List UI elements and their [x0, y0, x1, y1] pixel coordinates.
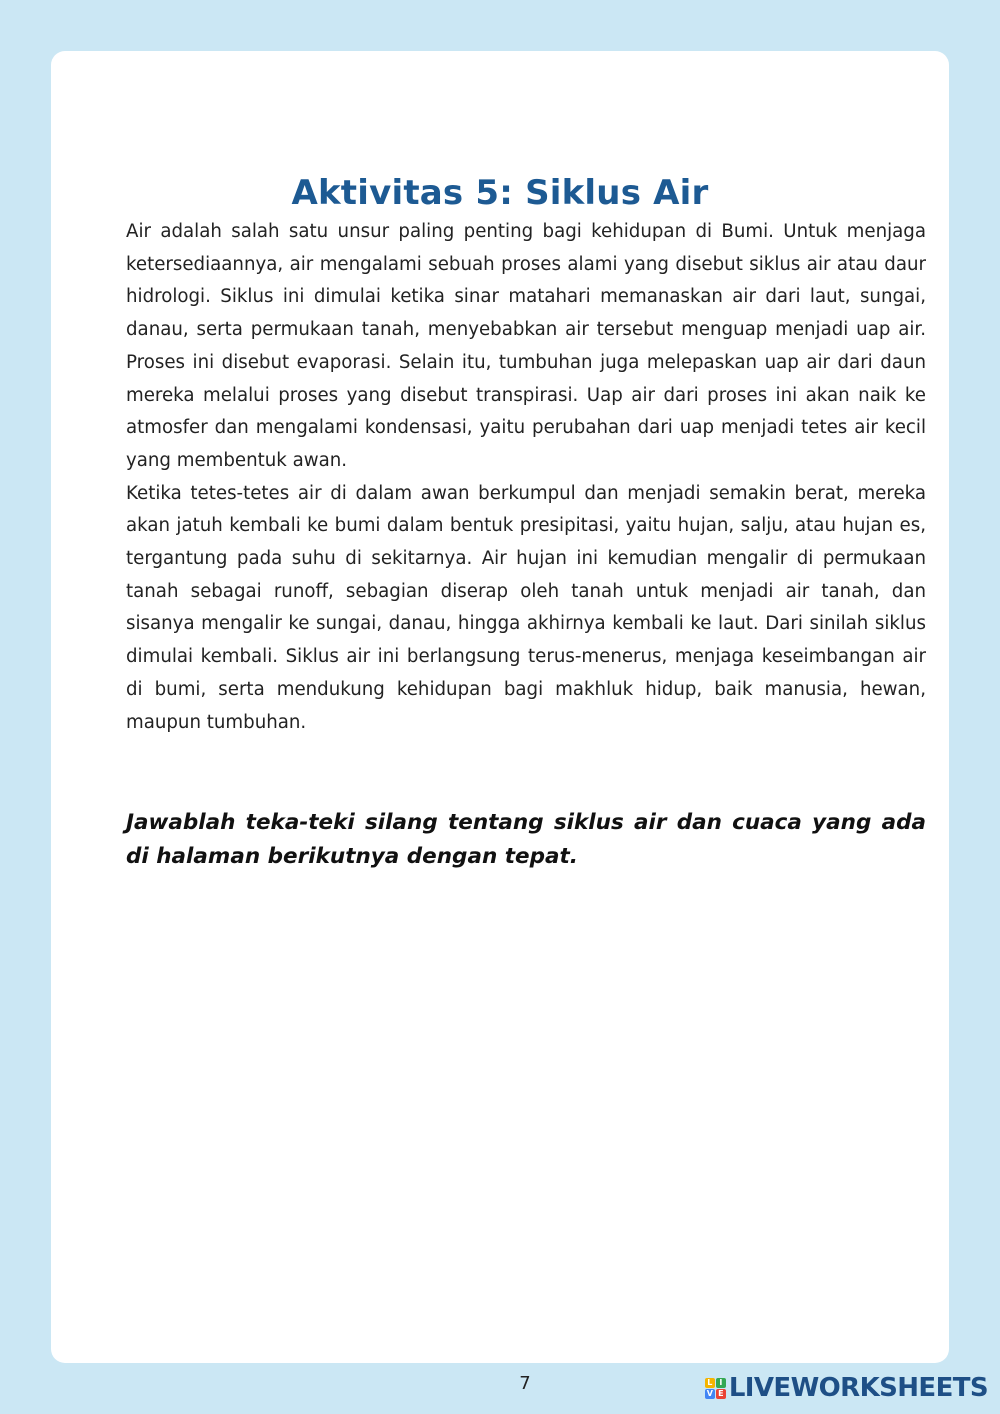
page-number: 7	[519, 1373, 531, 1394]
paragraph-2: Ketika tetes-tetes air di dalam awan berkumpul dan menjadi semakin berat, mereka akan jatuh kembali ke bumi dalam bentuk presipitasi, yaitu hujan, salju, atau hujan es, tergantung pada suhu di sekitarnya. Air hujan ini kemudian mengalir di permukaan tanah sebagai runoff, sebagian diserap oleh tanah untuk menjadi air tanah, dan sisanya mengalir ke sungai, danau, hingga akhirnya kembali ke laut. Dari sinilah siklus dimulai kembali. Siklus air ini berlangsung terus-menerus, menjaga keseimbangan air di bumi, serta mendukung kehidupan bagi makhluk hidup, baik manusia, hewan, maupun tumbuhan.	[126, 482, 926, 733]
brand-name: LIVEWORKSHEETS	[728, 1373, 988, 1403]
logo-letter: L	[705, 1378, 715, 1388]
liveworksheets-brand[interactable]	[705, 1373, 988, 1403]
paragraph-1: Air adalah salah satu unsur paling penting bagi kehidupan di Bumi. Untuk menjaga ketersediaannya, air mengalami sebuah proses alami yang disebut siklus air atau daur hidrologi. Siklus ini dimulai ketika sinar matahari memanaskan air dari laut, sungai, danau, serta permukaan tanah, menyebabkan air tersebut menguap menjadi uap air. Proses ini disebut evaporasi. Selain itu, tumbuhan juga melepaskan uap air dari daun mereka melalui proses yang disebut transpirasi. Uap air dari proses ini akan naik ke atmosfer dan mengalami kondensasi, yaitu perubahan dari uap menjadi tetes air kecil yang membentuk awan.	[126, 221, 926, 471]
logo-letter: V	[706, 1388, 713, 1398]
liveworksheets-logo-icon	[705, 1378, 726, 1399]
activity-title: Aktivitas 5: Siklus Air	[291, 173, 709, 213]
logo-letter: I	[716, 1378, 726, 1388]
logo-letter: E	[716, 1389, 726, 1399]
instruction-text: Jawablah teka-teki silang tentang siklus air dan cuaca yang ada di halaman berikutnya dengan tepat.	[126, 810, 926, 869]
body-text	[126, 216, 926, 739]
